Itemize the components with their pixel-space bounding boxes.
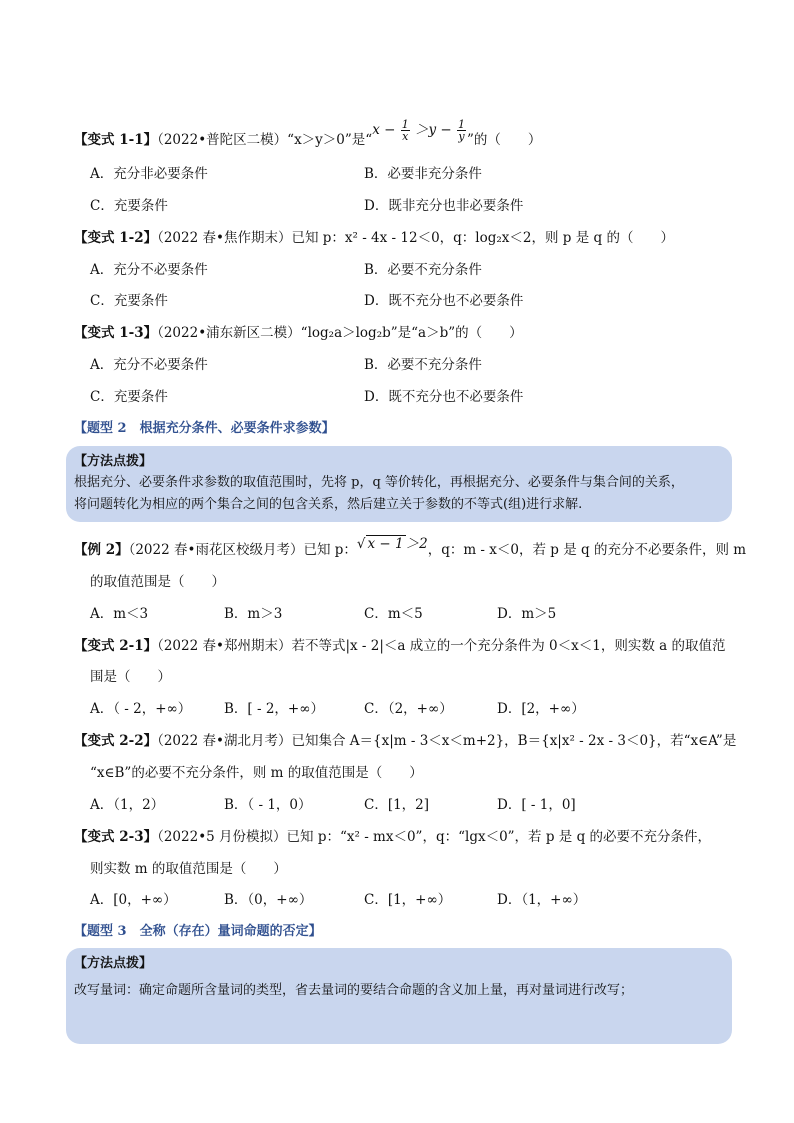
question-text: （2022•浦东新区二模）“log₂a＞log₂b”是“a＞b”的（ ）	[157, 325, 523, 341]
section-heading-type-2: 【题型 2 根据充分条件、必要条件求参数】	[74, 421, 335, 436]
option-a[interactable]: A．[0，+∞）	[90, 892, 177, 908]
method-tips-line: 将问题转化为相应的两个集合之间的包含关系，然后建立关于参数的不等式(组)进行求解.	[74, 497, 583, 512]
option-d[interactable]: D．[2，+∞）	[497, 701, 585, 717]
option-a[interactable]: A．充分不必要条件	[90, 262, 208, 278]
method-tips-box	[66, 948, 732, 1044]
option-c[interactable]: C．m＜5	[364, 606, 423, 622]
option-a[interactable]: A．充分非必要条件	[90, 166, 208, 182]
option-d[interactable]: D．（1，+∞）	[497, 892, 587, 908]
question-text-end: ”的（ ）	[467, 132, 542, 148]
option-b[interactable]: B．[ - 2，+∞）	[224, 701, 324, 717]
question-tag: 【变式 1-3】	[74, 325, 158, 341]
question-2-2-stem	[74, 731, 736, 751]
question-2-2-stem-cont: “x∈B”的必要不充分条件，则 m 的取值范围是（ ）	[90, 765, 423, 781]
question-tag: 【变式 2-1】	[74, 638, 158, 654]
method-tips-title: 【方法点拨】	[74, 454, 153, 469]
question-text: （2022 春•湖北月考）已知集合 A＝{x|m - 3＜x＜m+2}，B＝{x|x² - 2x - 3＜0}，若“x∈A”是	[157, 733, 737, 749]
question-2-3-stem-cont: 则实数 m 的取值范围是（ ）	[90, 861, 287, 877]
option-c[interactable]: C．充要条件	[90, 293, 168, 309]
method-tips-box	[66, 446, 732, 522]
option-c[interactable]: C．充要条件	[90, 389, 168, 405]
question-2-1-stem	[74, 636, 725, 656]
option-b[interactable]: B．（0，+∞）	[224, 892, 313, 908]
section-heading-type-3: 【题型 3 全称（存在）量词命题的否定】	[74, 924, 322, 939]
example-2-stem-cont: 的取值范围是（ ）	[90, 574, 225, 590]
option-a[interactable]: A．（ - 2，+∞）	[90, 701, 192, 717]
question-text: （2022•5 月份模拟）已知 p：“x² - mx＜0”，q：“lgx＜0”，若 p 是 q 的必要不充分条件，	[157, 829, 712, 845]
option-a[interactable]: A．充分不必要条件	[90, 357, 208, 373]
inequality-formula: x − $\frac{1}{x}$ ＞y − $\frac{1}{y}$	[372, 118, 466, 143]
question-text: （2022 春•焦作期末）已知 p：x² - 4x - 12＜0，q：log₂x＜2，则 p 是 q 的（ ）	[157, 230, 674, 246]
method-tips-title: 【方法点拨】	[74, 956, 153, 971]
question-2-3-stem	[74, 827, 711, 847]
option-b[interactable]: B．（ - 1，0）	[224, 797, 312, 813]
radical-sign: √	[356, 536, 366, 552]
method-tips-line: 改写量词：确定命题所含量词的类型，省去量词的要结合命题的含义加上量，再对量词进行改写；	[74, 983, 634, 998]
question-text: （2022•普陀区二模）“x＞y＞0”是“	[157, 132, 373, 148]
question-tag: 【变式 1-1】	[74, 132, 158, 148]
question-text: （2022 春•郑州期末）若不等式|x - 2|＜a 成立的一个充分条件为 0＜x＜1，则实数 a 的取值范	[157, 638, 726, 654]
option-c[interactable]: C．充要条件	[90, 198, 168, 214]
option-b[interactable]: B．m＞3	[224, 606, 283, 622]
question-text: （2022 春•雨花区校级月考）已知 p：	[128, 542, 357, 558]
question-tag: 【变式 2-3】	[74, 829, 158, 845]
option-d[interactable]: D．[ - 1，0]	[497, 797, 576, 813]
question-1-3-stem	[74, 323, 523, 343]
option-b[interactable]: B．必要不充分条件	[364, 357, 482, 373]
question-tag: 【变式 1-2】	[74, 230, 158, 246]
sqrt-formula: √ x − 1 ＞2	[356, 536, 428, 552]
option-d[interactable]: D．既非充分也非必要条件	[364, 198, 524, 214]
example-2-stem	[74, 536, 747, 560]
option-c[interactable]: C．[1，2]	[364, 797, 430, 813]
question-text-cont: ，q：m - x＜0，若 p 是 q 的充分不必要条件，则 m	[427, 542, 747, 558]
question-1-2-stem	[74, 228, 674, 248]
option-a[interactable]: A．（1，2）	[90, 797, 165, 813]
question-tag: 【例 2】	[74, 542, 129, 558]
option-c[interactable]: C．[1，+∞）	[364, 892, 452, 908]
option-d[interactable]: D．既不充分也不必要条件	[364, 293, 524, 309]
option-d[interactable]: D．既不充分也不必要条件	[364, 389, 524, 405]
method-tips-line: 根据充分、必要条件求参数的取值范围时，先将 p，q 等价转化，再根据充分、必要条件与集合间的关系，	[74, 475, 684, 490]
question-2-1-stem-cont: 围是（ ）	[90, 669, 171, 685]
option-c[interactable]: C．（2，+∞）	[364, 701, 453, 717]
option-d[interactable]: D．m＞5	[497, 606, 557, 622]
question-1-1-stem	[74, 118, 542, 152]
option-b[interactable]: B．必要不充分条件	[364, 262, 482, 278]
option-a[interactable]: A．m＜3	[90, 606, 149, 622]
option-b[interactable]: B．必要非充分条件	[364, 166, 482, 182]
question-tag: 【变式 2-2】	[74, 733, 158, 749]
